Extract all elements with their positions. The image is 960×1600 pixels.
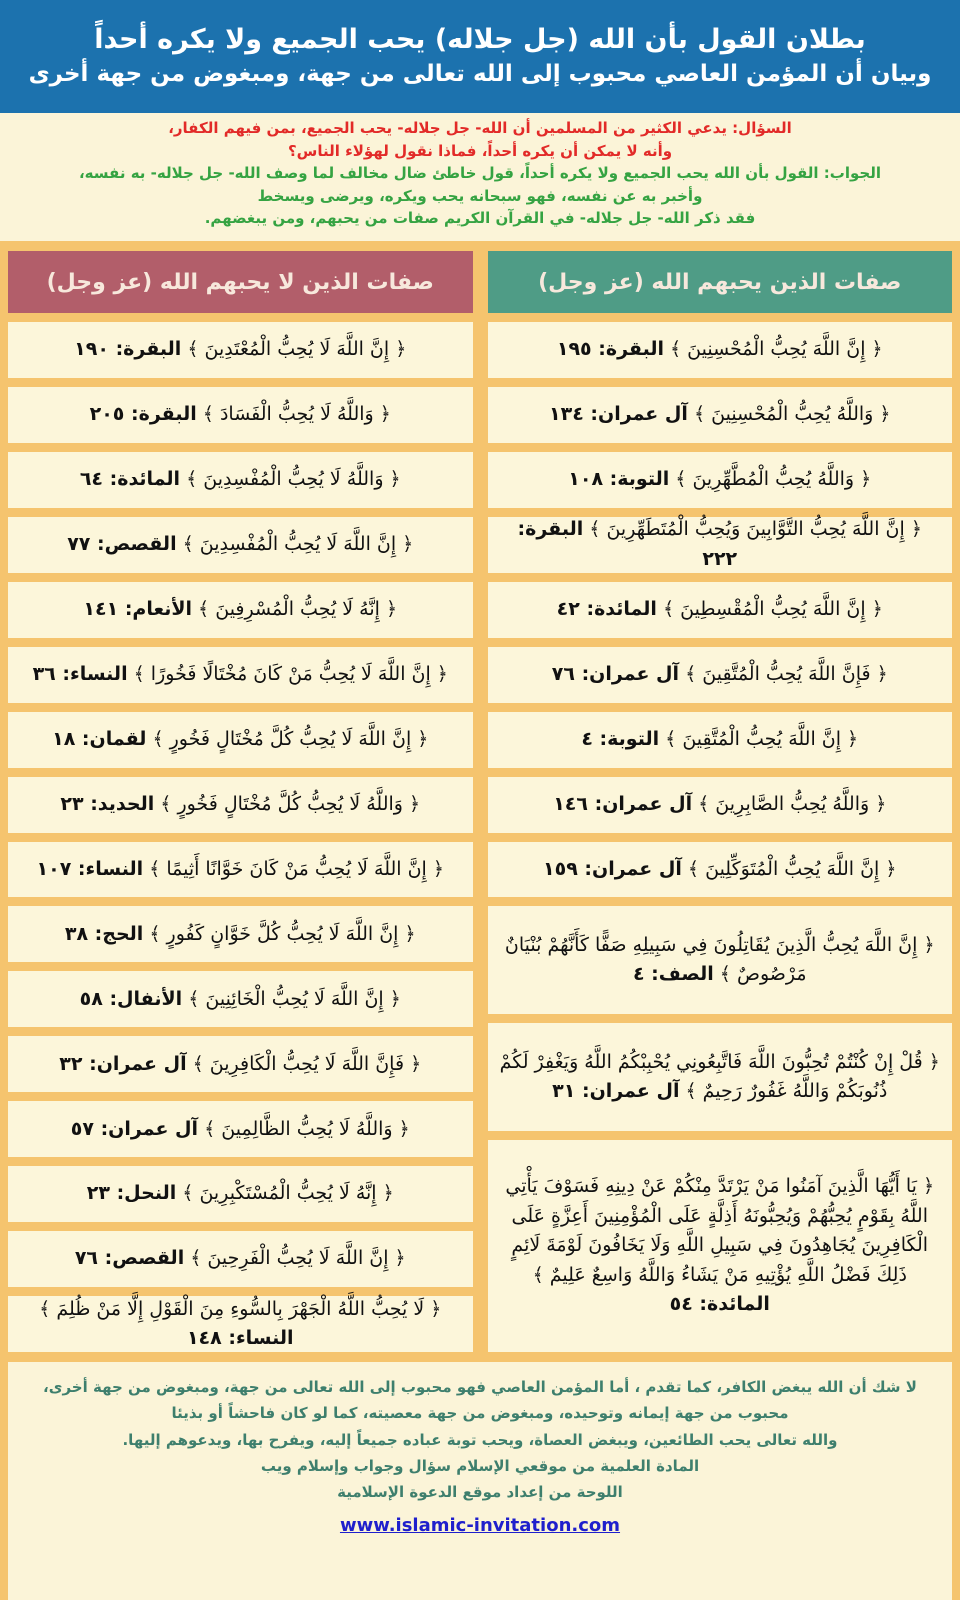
verse-line	[80, 465, 401, 494]
verse-row	[488, 842, 953, 898]
verse-reference: الأنفال: ٥٨	[79, 987, 183, 1010]
verse-row	[488, 387, 953, 443]
title-banner	[0, 0, 960, 113]
verse-reference: البقرة: ١٩٥	[556, 338, 664, 361]
verse-text: ﴿ وَاللَّهُ يُحِبُّ الْمُطَّهِّرِينَ ﴾	[669, 468, 872, 491]
verse-row	[8, 1166, 473, 1222]
verse-reference: النساء: ٣٦	[32, 662, 128, 685]
verse-line	[60, 790, 420, 819]
verse-line	[67, 530, 413, 559]
verse-line	[87, 1179, 394, 1208]
verse-text: ﴿ وَاللَّهُ لَا يُحِبُّ كُلَّ مُخْتَالٍ فَخُورٍ ﴾	[154, 792, 421, 815]
verse-row	[8, 1036, 473, 1092]
footer-section	[0, 1362, 960, 1600]
verse-reference: النساء: ١٤٨	[186, 1327, 294, 1350]
verse-text: ﴿ يَا أَيُّهَا الَّذِينَ آمَنُوا مَنْ يَرْتَدَّ مِنْكُمْ عَنْ دِينِهِ فَسَوْفَ يَأْتِي اللَّهُ بِقَوْمٍ يُحِبُّهُمْ وَيُحِبُّونَهُ أَذِلَّةٍ عَلَى الْمُؤْمِنِينَ أَعِزَّةٍ عَلَى الْكَافِرِينَ يُجَاهِدُونَ فِي سَبِيلِ اللَّهِ وَلَا يَخَافُونَ لَوْمَةَ لَائِمٍ ذَلِكَ فَضْلُ اللَّهِ يُؤْتِيهِ مَنْ يَشَاءُ وَاللَّهُ وَاسِعٌ عَلِيمٌ ﴾	[505, 1175, 935, 1286]
verse-text: ﴿ فَإِنَّ اللَّهَ لَا يُحِبُّ الْكَافِرِينَ ﴾	[186, 1052, 422, 1075]
verse-reference: البقرة: ٢٢٢	[517, 518, 738, 570]
verse-line	[498, 931, 943, 990]
verse-text: ﴿ إِنَّهُ لَا يُحِبُّ الْمُسْرِفِينَ ﴾	[192, 598, 398, 620]
question-line-2: وأنه لا يمكن أن يكره أحداً، فماذا نقول لهؤلاء الناس؟	[287, 141, 673, 160]
verse-text: ﴿ إِنَّ اللَّهَ لَا يُحِبُّ كُلَّ مُخْتَالٍ فَخُورٍ ﴾	[146, 727, 429, 750]
verse-text: ﴿ قُلْ إِنْ كُنْتُمْ تُحِبُّونَ اللَّهَ فَاتَّبِعُونِي يُحْبِبْكُمُ اللَّهُ وَيَغْفِرْ لَكُمْ ذُنُوبَكُمْ وَاللَّهُ غَفُورٌ رَحِيمٌ ﴾	[499, 1050, 940, 1103]
verse-rows-grid	[8, 322, 952, 1352]
verse-text: ﴿ إِنَّ اللَّهَ لَا يُحِبُّ الْفَرِحِينَ ﴾	[184, 1247, 406, 1270]
verse-text: ﴿ إِنَّ اللَّهَ يُحِبُّ الَّذِينَ يُقَاتِلُونَ فِي سَبِيلِهِ صَفًّا كَأَنَّهُمْ بُنْيَانٌ مَرْصُوصٌ ﴾	[504, 933, 935, 986]
question-line-1: السؤال: يدعي الكثير من المسلمين أن الله- جل جلاله- يحب الجميع، بمن فيهم الكفار،	[168, 119, 792, 137]
verse-reference: آل عمران: ١٥٩	[543, 857, 682, 880]
verse-reference: آل عمران: ٣٢	[59, 1052, 187, 1075]
verse-text: ﴿ إِنَّ اللَّهَ لَا يُحِبُّ الْخَائِنِينَ ﴾	[182, 987, 401, 1010]
verse-line	[568, 465, 871, 494]
verse-reference: القصص: ٧٧	[67, 533, 177, 556]
verse-reference: آل عمران: ٣١	[552, 1080, 680, 1103]
verse-row	[8, 1296, 473, 1352]
verse-text: ﴿ إِنَّ اللَّهَ لَا يُحِبُّ كُلَّ خَوَّانٍ كَفُورٍ ﴾	[143, 922, 416, 945]
verse-line	[52, 725, 428, 754]
not-loved-column-header: صفات الذين لا يحبهم الله (عز وجل)	[8, 251, 473, 313]
verse-reference: التوبة: ٤	[581, 727, 660, 750]
verse-row	[488, 1023, 953, 1131]
verse-text: ﴿ إِنَّهُ لَا يُحِبُّ الْمُسْتَكْبِرِينَ ﴾	[176, 1182, 394, 1205]
title-line-1: بطلان القول بأن الله (جل جلاله) يحب الجميع ولا يكره أحداً	[94, 23, 866, 55]
verse-text: ﴿ إِنَّ اللَّهَ يُحِبُّ الْمُتَّقِينَ ﴾	[659, 727, 859, 750]
verse-line	[65, 920, 416, 949]
verse-row	[8, 322, 473, 378]
verse-reference: المائدة: ٦٤	[79, 468, 181, 491]
answer-line-2: وأخبر به عن نفسه، فهو سبحانه يحب ويكره، ويرضى ويسخط	[257, 186, 703, 205]
verse-line	[71, 1115, 410, 1144]
verse-row	[488, 647, 953, 703]
verse-line	[553, 790, 886, 819]
verse-reference: النساء: ١٠٧	[36, 857, 144, 880]
verse-row	[8, 517, 473, 573]
verse-row	[488, 906, 953, 1014]
verse-line	[83, 595, 397, 624]
verse-reference: الصف: ٤	[632, 963, 714, 986]
website-link[interactable]: www.islamic-invitation.com	[339, 1515, 621, 1537]
verse-text: ﴿ وَاللَّهُ يُحِبُّ الصَّابِرِينَ ﴾	[692, 792, 887, 815]
verse-text: ﴿ إِنَّ اللَّهَ يُحِبُّ الْمُتَوَكِّلِينَ ﴾	[681, 857, 897, 880]
verse-line	[549, 400, 890, 429]
verse-line	[37, 855, 445, 884]
verse-reference: الحديد: ٢٣	[60, 792, 155, 815]
verse-line	[75, 1244, 406, 1273]
verse-line	[90, 400, 391, 429]
verse-row	[488, 1140, 953, 1352]
verse-reference: آل عمران: ١٤٦	[553, 792, 693, 815]
verse-row	[8, 971, 473, 1027]
verse-row	[8, 842, 473, 898]
verse-text: ﴿ وَاللَّهُ لَا يُحِبُّ الْمُفْسِدِينَ ﴾	[180, 468, 401, 491]
footer-line-2: محبوب من جهة إيمانه وتوحيده، ومبغوض من جهة معصيته، كما لو كان فاحشاً أو بذيئا	[171, 1404, 789, 1423]
loved-column-header: صفات الذين يحبهم الله (عز وجل)	[488, 251, 953, 313]
not-loved-column-rows	[8, 322, 473, 1352]
footer-line-5: اللوحة من إعداد موقع الدعوة الإسلامية	[337, 1483, 623, 1501]
verse-row	[8, 712, 473, 768]
verse-reference: الأنعام: ١٤١	[83, 598, 193, 620]
title-line-2: وبيان أن المؤمن العاصي محبوب إلى الله تعالى من جهة، ومبغوض من جهة أخرى	[28, 61, 932, 88]
verse-row	[8, 647, 473, 703]
verse-row	[8, 777, 473, 833]
verse-line	[498, 1172, 943, 1319]
verse-text: ﴿ فَإِنَّ اللَّهَ يُحِبُّ الْمُتَّقِينَ ﴾	[679, 662, 888, 685]
verse-text: ﴿ إِنَّ اللَّهَ لَا يُحِبُّ مَنْ كَانَ خَوَّانًا أَثِيمًا ﴾	[143, 857, 445, 880]
verse-reference: الحج: ٣٨	[64, 922, 144, 945]
verse-line	[80, 985, 401, 1014]
verse-row	[488, 582, 953, 638]
verse-line	[74, 335, 406, 364]
verse-row	[488, 452, 953, 508]
verse-reference: المائدة: ٥٤	[669, 1293, 770, 1316]
verse-line	[557, 335, 883, 364]
question-answer-section	[0, 113, 960, 241]
verse-row	[488, 322, 953, 378]
verse-row	[8, 1231, 473, 1287]
verse-line	[557, 595, 883, 624]
verse-reference: لقمان: ١٨	[52, 727, 147, 750]
verse-line	[18, 1295, 463, 1354]
verse-text: ﴿ لَا يُحِبُّ اللَّهُ الْجَهْرَ بِالسُّوءِ مِنَ الْقَوْلِ إِلَّا مَنْ ظُلِمَ ﴾	[39, 1297, 442, 1320]
verse-reference: القصص: ٧٦	[74, 1247, 185, 1270]
verse-line	[543, 855, 897, 884]
verse-row	[488, 712, 953, 768]
verse-reference: البقرة: ١٩٠	[74, 338, 182, 361]
verse-reference: آل عمران: ٧٦	[551, 662, 680, 685]
verse-reference: آل عمران: ١٣٤	[549, 403, 688, 426]
verse-text: ﴿ إِنَّ اللَّهَ لَا يُحِبُّ مَنْ كَانَ مُخْتَالًا فَخُورًا ﴾	[127, 662, 448, 685]
verse-row	[488, 517, 953, 573]
verse-row	[8, 387, 473, 443]
footer-line-3: والله تعالى يحب الطائعين، ويبغض العصاة، ويحب توبة عباده جميعاً إليه، ويفرح بها، ويدعوهم إليها.	[122, 1430, 838, 1449]
verse-reference: النحل: ٢٣	[86, 1182, 177, 1205]
verse-row	[8, 582, 473, 638]
verse-line	[498, 515, 943, 574]
verse-line	[498, 1048, 943, 1107]
verse-row	[8, 1101, 473, 1157]
answer-line-3: فقد ذكر الله- جل جلاله- في القرآن الكريم صفات من يحبهم، ومن يبغضهم.	[204, 209, 756, 227]
verse-text: ﴿ إِنَّ اللَّهَ يُحِبُّ التَّوَّابِينَ وَيُحِبُّ الْمُتَطَهِّرِينَ ﴾	[583, 518, 922, 541]
verse-row	[8, 906, 473, 962]
column-headers	[8, 251, 952, 313]
verse-text: ﴿ إِنَّ اللَّهَ لَا يُحِبُّ الْمُفْسِدِينَ ﴾	[176, 533, 414, 556]
answer-line-1: الجواب: القول بأن الله يحب الجميع ولا يكره أحداً، قول خاطئ ضال مخالف لما وصف الله- جل جلاله- به نفسه،	[78, 164, 882, 182]
verse-text: ﴿ وَاللَّهُ يُحِبُّ الْمُحْسِنِينَ ﴾	[687, 403, 891, 426]
verse-row	[8, 452, 473, 508]
verse-reference: المائدة: ٤٢	[556, 598, 657, 620]
verse-text: ﴿ إِنَّ اللَّهَ يُحِبُّ الْمُحْسِنِينَ ﴾	[663, 338, 883, 361]
verse-row	[488, 777, 953, 833]
verse-reference: التوبة: ١٠٨	[568, 468, 670, 491]
verse-text: ﴿ إِنَّ اللَّهَ يُحِبُّ الْمُقْسِطِينَ ﴾	[656, 598, 883, 620]
footer-line-4: المادة العلمية من موقعي الإسلام سؤال وجواب وإسلام ويب	[260, 1456, 700, 1475]
verse-line	[59, 1050, 421, 1079]
verse-line	[33, 660, 448, 689]
verse-text: ﴿ إِنَّ اللَّهَ لَا يُحِبُّ الْمُعْتَدِينَ ﴾	[181, 338, 407, 361]
footer-line-1: لا شك أن الله يبغض الكافر، كما تقدم ، أما المؤمن العاصي فهو محبوب إلى الله تعالى من جهة، ومبغوض من جهة أخرى،	[43, 1378, 917, 1396]
verse-reference: آل عمران: ٥٧	[70, 1117, 199, 1140]
loved-column-rows	[488, 322, 953, 1352]
verse-table-section	[0, 241, 960, 1362]
verse-reference: البقرة: ٢٠٥	[89, 403, 197, 426]
verse-line	[552, 660, 888, 689]
verse-text: ﴿ وَاللَّهُ لَا يُحِبُّ الظَّالِمِينَ ﴾	[198, 1117, 410, 1140]
verse-text: ﴿ وَاللَّهُ لَا يُحِبُّ الْفَسَادَ ﴾	[196, 403, 391, 426]
verse-line	[581, 725, 858, 754]
